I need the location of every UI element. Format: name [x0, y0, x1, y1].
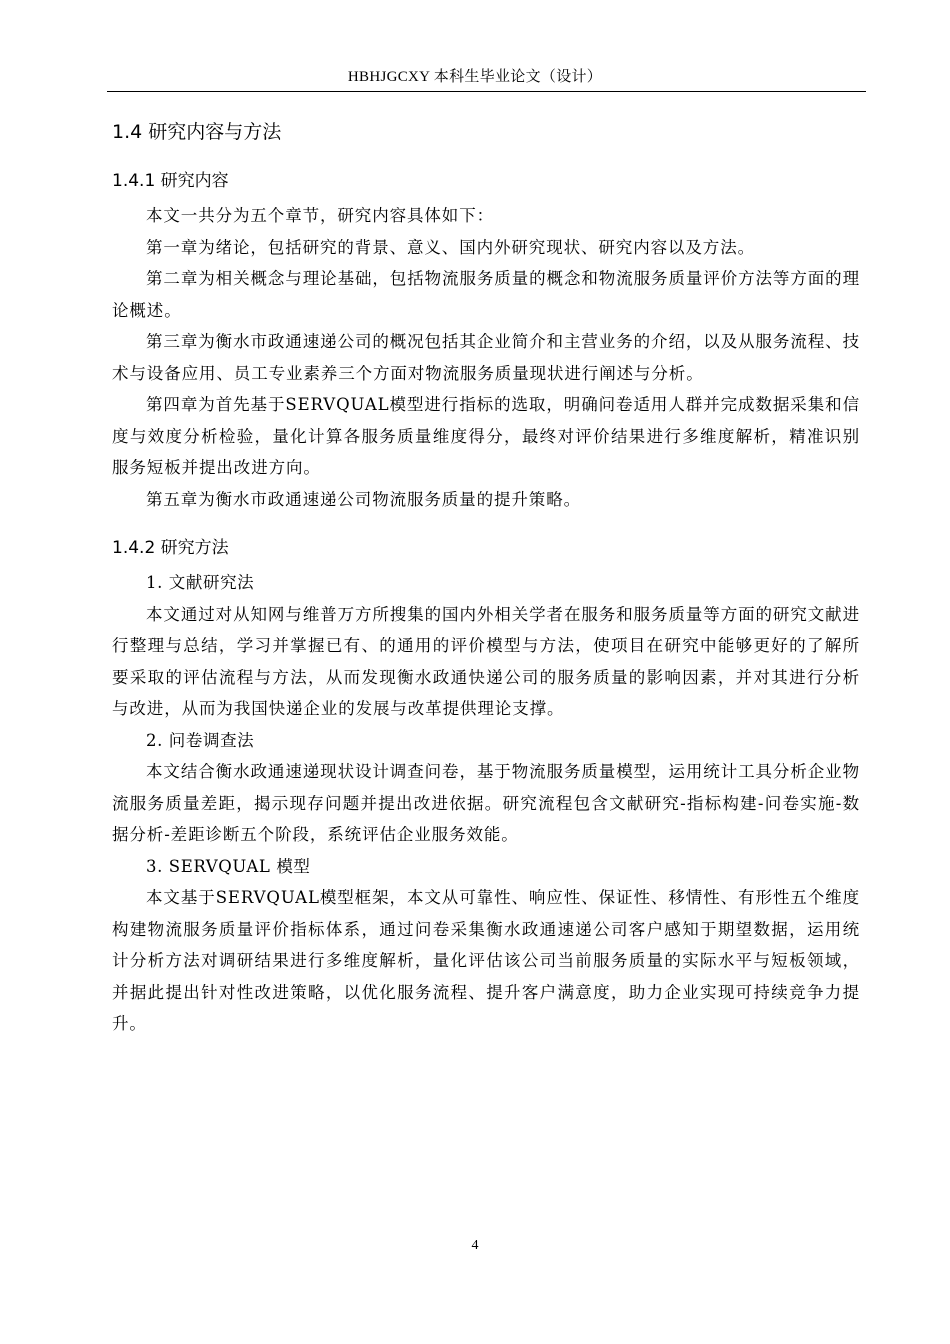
paragraph: 第五章为衡水市政通速递公司物流服务质量的提升策略。: [146, 489, 581, 509]
method-title: 3. SERVQUAL 模型: [146, 856, 311, 876]
section-heading: 1.4 研究内容与方法: [112, 121, 282, 143]
paragraph: 第三章为衡水市政通速递公司的概况包括其企业简介和主营业务的介绍，以及从服务流程、技术与设备应用、员工专业素养三个方面对物流服务质量现状进行阐述与分析。: [112, 332, 860, 383]
paragraph: 本文一共分为五个章节，研究内容具体如下：: [146, 206, 494, 225]
paragraph: 第二章为相关概念与理论基础，包括物流服务质量的概念和物流服务质量评价方法等方面的理论概述。: [112, 269, 860, 320]
method-title: 1. 文献研究法: [146, 573, 255, 592]
paragraph: 本文通过对从知网与维普万方所搜集的国内外相关学者在服务和服务质量等方面的研究文献进行整理与总结，学习并掌握已有、的通用的评价模型与方法，使项目在研究中能够更好的了解所要采取的评估流程与方法，从而发现衡水政通快递公司的服务质量的影响因素，并对其进行分析与改进，从而为我国快递企业的发展与改革提供理论支撑。: [112, 604, 860, 718]
page-number: 4: [471, 1238, 479, 1253]
paragraph: 第四章为首先基于SERVQUAL模型进行指标的选取，明确问卷适用人群并完成数据采集和信度与效度分析检验，量化计算各服务质量维度得分，最终对评价结果进行多维度解析，精准识别服务短板并提出改进方向。: [112, 395, 860, 477]
paragraph: 本文结合衡水政通速递现状设计调查问卷，基于物流服务质量模型，运用统计工具分析企业物流服务质量差距，揭示现存问题并提出改进依据。研究流程包含文献研究-指标构建-问卷实施-数据分析-差距诊断五个阶段，系统评估企业服务效能。: [112, 762, 860, 844]
paragraph: 第一章为绪论，包括研究的背景、意义、国内外研究现状、研究内容以及方法。: [146, 237, 755, 257]
method-title: 2. 问卷调查法: [146, 730, 255, 750]
header-rule: [107, 91, 866, 92]
subsection-heading-methods: 1.4.2 研究方法: [112, 538, 229, 558]
subsection-heading-content: 1.4.1 研究内容: [112, 171, 229, 191]
paragraph: 本文基于SERVQUAL模型框架，本文从可靠性、响应性、保证性、移情性、有形性五个维度构建物流服务质量评价指标体系，通过问卷采集衡水政通速递公司客户感知于期望数据，运用统计分析方法对调研结果进行多维度解析，量化评估该公司当前服务质量的实际水平与短板领域，并据此提出针对性改进策略，以优化服务流程、提升客户满意度，助力企业实现可持续竞争力提升。: [112, 888, 860, 1033]
page-body: [112, 112, 860, 1040]
page-header: HBHJGCXY 本科生毕业论文（设计）: [347, 69, 603, 85]
